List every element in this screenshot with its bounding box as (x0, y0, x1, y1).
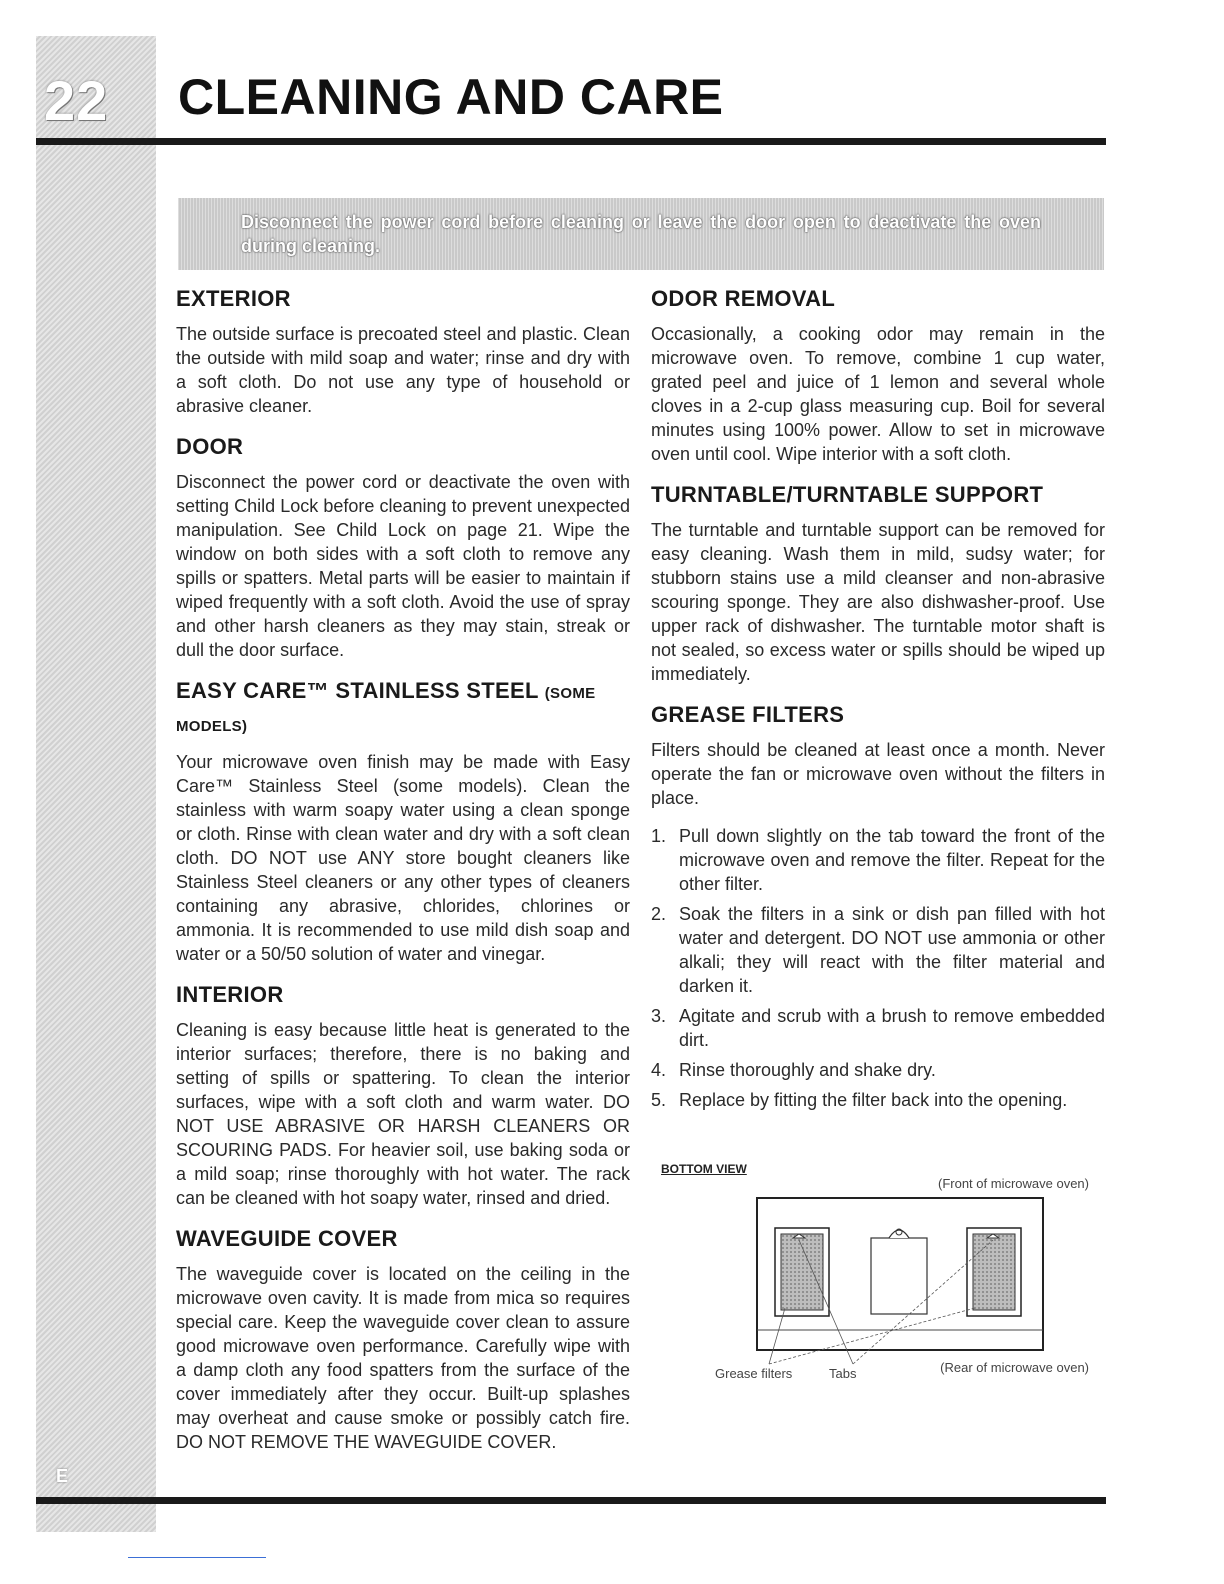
grease-step (651, 1004, 1105, 1052)
grease-step (651, 824, 1105, 896)
section-odor (651, 284, 1105, 466)
body-waveguide: The waveguide cover is located on the ceiling in the microwave oven cavity. It is made from mica so requires special care. Keep the waveguide cover clean to assure good microwave oven performance. Carefully wipe with a damp cloth any food spatters from the surface of the cover immediately after they occur. Built-up splashes may overheat and cause smoke or possibly catch fire. DO NOT REMOVE THE WAVEGUIDE COVER. (176, 1264, 630, 1452)
light-cover (871, 1238, 927, 1314)
heading-turntable: TURNTABLE/TURNTABLE SUPPORT (651, 482, 1044, 507)
top-rule (36, 138, 1106, 145)
step-number: 2. (651, 904, 667, 924)
step-text: Rinse thoroughly and shake dry. (679, 1060, 936, 1080)
section-door (176, 432, 630, 662)
heading-stainless-main: EASY CARE™ STAINLESS STEEL (176, 678, 539, 703)
step-text: Soak the filters in a sink or dish pan filled with hot water and detergent. DO NOT use ammonia or other alkali; they will react with the filter material and darken it. (679, 904, 1105, 996)
section-exterior (176, 284, 630, 418)
page-number: 22 (44, 69, 109, 132)
heading-exterior: EXTERIOR (176, 286, 291, 311)
heading-grease: GREASE FILTERS (651, 702, 845, 727)
step-number: 4. (651, 1060, 667, 1080)
heading-door: DOOR (176, 434, 244, 459)
warning-text: Disconnect the power cord before cleaning or leave the door open to deactivate the oven during cleaning. (241, 212, 1041, 256)
step-text: Pull down slightly on the tab toward the front of the microwave oven and remove the filter. Repeat for the other filter. (679, 826, 1105, 894)
section-waveguide (176, 1224, 630, 1454)
right-filter-mesh (973, 1234, 1015, 1310)
step-number: 5. (651, 1090, 667, 1110)
diagram-tabs-label: Tabs (829, 1366, 857, 1381)
diagram-title: BOTTOM VIEW (661, 1162, 747, 1176)
step-text: Replace by fitting the filter back into the opening. (679, 1090, 1068, 1110)
light-cover-tab (889, 1230, 909, 1238)
body-stainless: Your microwave oven finish may be made with Easy Care™ Stainless Steel (some models). Clean the stainless with warm soapy water using a clean sponge or cloth. Rinse with clean water and dry with a soft clean cloth. DO NOT use ANY store bought cleaners like Stainless Steel cleaners or any other types of cleaners containing any abrasive, chlorides, chlorines or ammonia. It is recommended to use mild dish soap and water or a 50/50 solution of water and vinegar. (176, 752, 630, 964)
footer-link-line (128, 1557, 266, 1558)
body-odor: Occasionally, a cooking odor may remain in the microwave oven. To remove, combine 1 cup water, grated peel and juice of 1 lemon and several whole cloves in a 2-cup glass measuring cup. Boil for several minutes using 100% power. Allow to set in microwave oven until cool. Wipe interior with a soft cloth. (651, 324, 1105, 464)
heading-waveguide: WAVEGUIDE COVER (176, 1226, 398, 1251)
body-interior: Cleaning is easy because little heat is generated to the interior surfaces; therefore, there is no baking and setting of spills or spattering. To clean the interior surfaces, wipe with a soft cloth and warm water. DO NOT USE ABRASIVE OR HARSH CLEANERS OR SCOURING PADS. For heavier soil, use baking soda or a mild soap; rinse thoroughly with hot water. The rack can be cleaned with hot soapy water, rinsed and dried. (176, 1020, 630, 1208)
heading-stainless (176, 676, 630, 742)
body-exterior: The outside surface is precoated steel and plastic. Clean the outside with mild soap and water; rinse and dry with a soft cloth. Do not use any type of household or abrasive cleaner. (176, 324, 630, 416)
diagram-drawing (657, 1158, 1097, 1388)
section-grease (651, 700, 1105, 1112)
section-turntable (651, 480, 1105, 686)
grease-step (651, 1088, 1105, 1112)
body-door: Disconnect the power cord or deactivate the oven with setting Child Lock before cleaning to prevent unexpected manipulation. See Child Lock on page 21. Wipe the window on both sides with a soft cloth to remove any spills or spatters. Metal parts will be easier to maintain if wiped frequently with a soft cloth. Avoid the use of spray and other harsh cleaners as they may stain, streak or dull the door surface. (176, 472, 630, 660)
warning-box (178, 198, 1104, 270)
section-stainless (176, 676, 630, 966)
bottom-view-diagram (657, 1158, 1097, 1388)
body-turntable: The turntable and turntable support can be removed for easy cleaning. Wash them in mild, sudsy water; for stubborn stains use a mild cleanser and non-abrasive scouring sponge. They are also dishwasher-proof. Use upper rack of dishwasher. The turntable motor shaft is not sealed, so excess water or spills should be wiped up immediately. (651, 520, 1105, 684)
right-column (651, 284, 1105, 1118)
heading-stainless-small: (SOME MODELS) (176, 685, 596, 735)
heading-odor: ODOR REMOVAL (651, 286, 836, 311)
section-interior (176, 980, 630, 1210)
diagram-rear-label: (Rear of microwave oven) (940, 1360, 1089, 1375)
grease-steps (651, 824, 1105, 1112)
diagram-grease-label: Grease filters (715, 1366, 793, 1381)
grease-step (651, 902, 1105, 998)
diagram-front-label: (Front of microwave oven) (938, 1176, 1089, 1191)
bottom-rule (36, 1497, 1106, 1504)
heading-interior: INTERIOR (176, 982, 284, 1007)
grease-step (651, 1058, 1105, 1082)
page-title: CLEANING AND CARE (178, 69, 724, 125)
language-badge: E (56, 1466, 69, 1486)
left-column (176, 284, 630, 1468)
side-bar (36, 36, 156, 1532)
step-number: 3. (651, 1006, 667, 1026)
step-text: Agitate and scrub with a brush to remove embedded dirt. (679, 1006, 1105, 1050)
body-grease: Filters should be cleaned at least once a month. Never operate the fan or microwave oven without the filters in place. (651, 740, 1105, 808)
step-number: 1. (651, 826, 667, 846)
left-filter-mesh (781, 1234, 823, 1310)
